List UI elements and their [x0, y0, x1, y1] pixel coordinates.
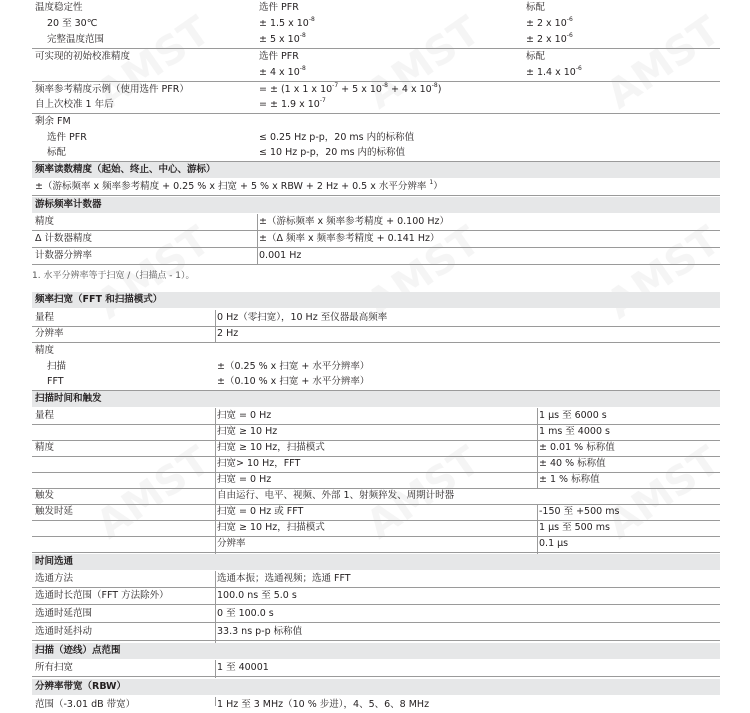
cell-value: ± 4 x $10^{-8}$ [259, 64, 306, 78]
section-header [32, 554, 720, 570]
section-title: 扫描时间和触发 [35, 393, 102, 404]
cell-value: ±（游标频率 x 频率参考精度 + 0.100 Hz） [259, 216, 449, 227]
formula: ±（游标频率 x 频率参考精度 + 0.25 % x 扫宽 + 5 % x RBW + 2 Hz + 0.5 x 水平分辨率 $^1$） [35, 178, 443, 192]
col-divider [257, 214, 258, 265]
cell-value: = ± 1.9 x $10^{-7}$ [259, 96, 326, 110]
cell-value: 1 μs 至 6000 s [539, 410, 607, 421]
cell-value: 0.1 μs [539, 538, 569, 549]
cell-value: 1 至 40001 [217, 662, 269, 673]
col-divider [215, 660, 216, 678]
row-label: 量程 [35, 312, 55, 323]
cell-value: ± 0.01 % 标称值 [539, 442, 615, 453]
section-header [32, 162, 720, 178]
row-label: 20 至 30℃ [47, 18, 98, 29]
spec-row [32, 65, 720, 82]
cell-label: 分辨率 [217, 538, 246, 549]
section-title: 扫描（迹线）点范围 [35, 645, 121, 656]
col-header: 标配 [526, 2, 546, 13]
cell-label: 扫宽 ≥ 10 Hz [217, 426, 278, 437]
row-label: 选通时延抖动 [35, 626, 93, 637]
row-label: 标配 [47, 147, 67, 158]
col-divider [215, 408, 216, 554]
section-title: 时间选通 [35, 556, 74, 567]
footnote: 1. 水平分辨率等于扫宽 /（扫描点 - 1）。 [32, 271, 195, 281]
spec-row [32, 359, 720, 375]
row-label: 频率参考精度示例（使用选件 PFR） [35, 84, 189, 95]
spec-row [32, 310, 720, 327]
row-label: 自上次校准 1 年后 [35, 99, 114, 110]
spec-row [32, 624, 720, 641]
cell-value: 0 至 100.0 s [217, 608, 274, 619]
spec-row [32, 424, 720, 441]
section-header [32, 391, 720, 407]
section-header [32, 679, 720, 695]
spec-row [32, 504, 720, 521]
spec-row [32, 697, 720, 713]
spec-row [32, 343, 720, 359]
spec-row [32, 248, 720, 265]
spec-row [32, 32, 720, 49]
cell-label: 扫宽 ≥ 10 Hz，扫描模式 [217, 442, 325, 453]
spec-row [32, 145, 720, 162]
cell-value: ± 2 x $10^{-6}$ [526, 31, 573, 45]
col-divider [215, 697, 216, 706]
cell-value: 2 Hz [217, 328, 239, 339]
spec-row [32, 231, 720, 248]
cell-value: ±（0.10 % x 扫宽 + 水平分辨率） [217, 376, 370, 387]
cell-label: 扫宽 = 0 Hz [217, 474, 272, 485]
row-label: 选通时延范围 [35, 608, 93, 619]
section-title: 频率扫宽（FFT 和扫描模式） [35, 294, 163, 305]
section-header [32, 292, 720, 308]
spec-row [32, 179, 720, 196]
row-label: FFT [47, 376, 64, 387]
col-divider [215, 571, 216, 643]
row-label: 触发 [35, 490, 55, 501]
row-label: 精度 [35, 442, 55, 453]
spec-row [32, 536, 720, 553]
cell-value: 1 Hz 至 3 MHz（10 % 步进），4、5、6、8 MHz [217, 699, 430, 710]
cell-value: ± 2 x $10^{-6}$ [526, 15, 573, 29]
section-header [32, 643, 720, 659]
section-title: 分辨率带宽（RBW） [35, 681, 127, 692]
cell-value: 100.0 ns 至 5.0 s [217, 590, 297, 601]
cell-value: 选通本振；选通视频；选通 FFT [217, 573, 351, 584]
cell-label: 扫宽 ≥ 10 Hz，扫描模式 [217, 522, 325, 533]
spec-row [32, 440, 720, 457]
cell-value: ± 1.5 x $10^{-8}$ [259, 15, 315, 29]
spec-row [32, 374, 720, 391]
cell-value: ≤ 10 Hz p-p，20 ms 内的标称值 [259, 147, 406, 158]
row-label: 可实现的初始校准精度 [35, 51, 131, 62]
spec-row [32, 488, 720, 505]
spec-row [32, 214, 720, 231]
section-title: 频率读数精度（起始、终止、中心、游标） [35, 164, 216, 175]
spec-row [32, 456, 720, 473]
spec-row [32, 0, 720, 16]
cell-value: -150 至 +500 ms [539, 506, 620, 517]
row-label: 选通时长范围（FFT 方法除外） [35, 590, 169, 601]
spec-row [32, 97, 720, 114]
row-label: 所有扫宽 [35, 662, 74, 673]
cell-value: ±（0.25 % x 扫宽 + 水平分辨率） [217, 361, 370, 372]
cell-label: 扫宽> 10 Hz，FFT [217, 458, 301, 469]
col-header: 选件 PFR [259, 2, 299, 13]
row-label: 选件 PFR [47, 132, 87, 143]
spec-row [32, 588, 720, 605]
row-label: 计数器分辨率 [35, 250, 93, 261]
cell-value: 0.001 Hz [259, 250, 302, 261]
section-header [32, 197, 720, 213]
cell-value: ± 5 x $10^{-8}$ [259, 31, 306, 45]
cell-label: 扫宽 = 0 Hz 或 FFT [217, 506, 304, 517]
cell-value: 1 μs 至 500 ms [539, 522, 610, 533]
row-label: 精度 [35, 345, 55, 356]
spec-row [32, 16, 720, 32]
cell-value: ± 1.4 x $10^{-6}$ [526, 64, 582, 78]
row-label: 扫描 [47, 361, 67, 372]
spec-row [32, 49, 720, 65]
cell-value: 33.3 ns p-p 标称值 [217, 626, 303, 637]
col-header: 标配 [526, 51, 546, 62]
spec-row [32, 571, 720, 588]
row-label: 分辨率 [35, 328, 64, 339]
cell-value: 1 ms 至 4000 s [539, 426, 610, 437]
row-label: 范围（-3.01 dB 带宽） [35, 699, 136, 710]
row-label: 完整温度范围 [47, 34, 105, 45]
cell-value: ±（Δ 频率 x 频率参考精度 + 0.141 Hz） [259, 233, 440, 244]
cell-label: 扫宽 = 0 Hz [217, 410, 272, 421]
row-label: 精度 [35, 216, 55, 227]
spec-row [32, 472, 720, 489]
row-label: 剩余 FM [35, 116, 71, 127]
row-label: Δ 计数器精度 [35, 233, 93, 244]
row-label: 选通方法 [35, 573, 74, 584]
spec-row [32, 130, 720, 146]
spec-row [32, 660, 720, 677]
row-label: 量程 [35, 410, 55, 421]
cell-value: 自由运行、电平、视频、外部 1、射频猝发、周期计时器 [217, 490, 455, 501]
section-title: 游标频率计数器 [35, 199, 102, 210]
cell-value: ± 40 % 标称值 [539, 458, 606, 469]
row-label: 温度稳定性 [35, 2, 83, 13]
spec-row [32, 114, 720, 130]
spec-row [32, 520, 720, 537]
spec-row [32, 408, 720, 425]
col-header: 选件 PFR [259, 51, 299, 62]
cell-value: ≤ 0.25 Hz p-p，20 ms 内的标称值 [259, 132, 415, 143]
spec-row [32, 82, 720, 98]
col-divider [537, 504, 538, 554]
row-label: 触发时延 [35, 506, 74, 517]
cell-value: = ± (1 x 1 x $10^{-7} + 5$ x $10^{-8} + 4$ x $10^{-8}$) [259, 81, 442, 95]
cell-value: 0 Hz（零扫宽），10 Hz 至仪器最高频率 [217, 312, 388, 323]
col-divider [537, 408, 538, 488]
spec-row [32, 606, 720, 623]
cell-value: ± 1 % 标称值 [539, 474, 600, 485]
col-divider [215, 310, 216, 342]
spec-row [32, 326, 720, 343]
